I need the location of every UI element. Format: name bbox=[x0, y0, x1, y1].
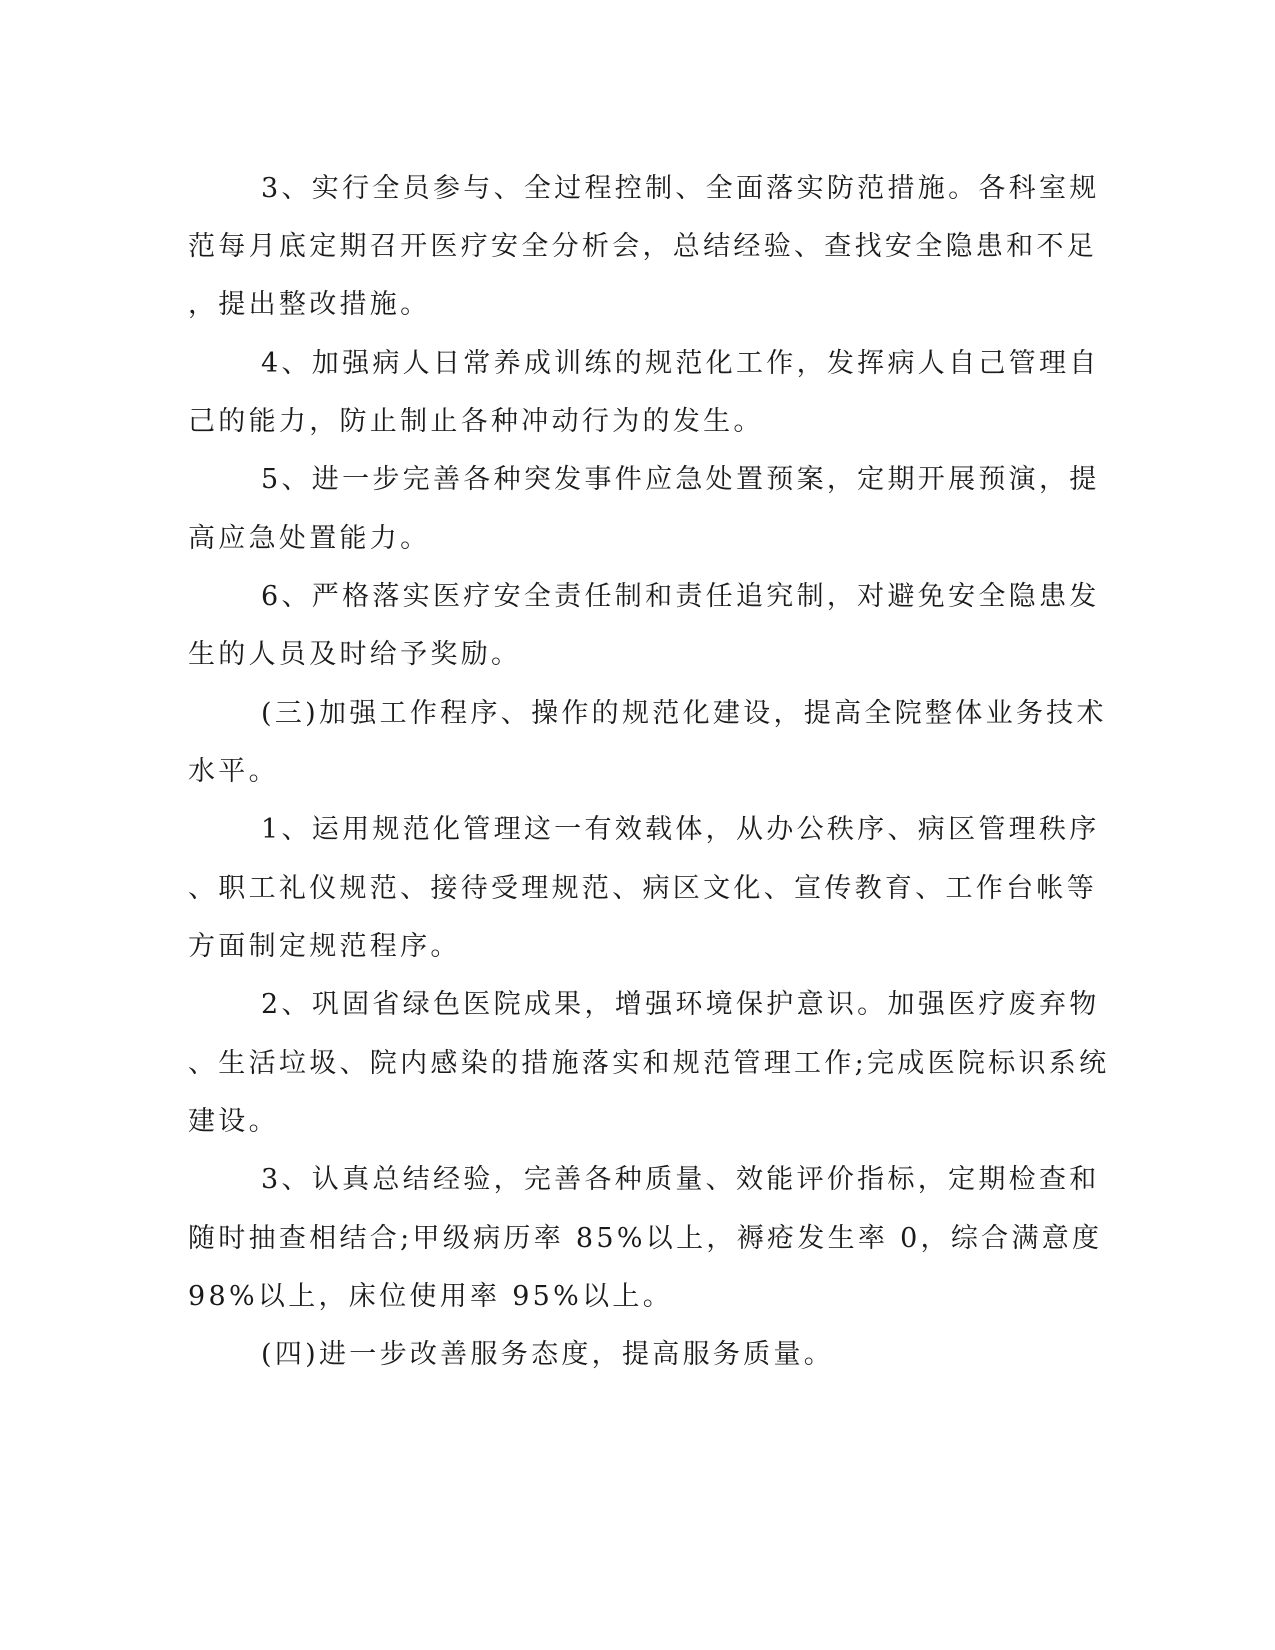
section-heading-cont: 水平。 bbox=[188, 756, 279, 787]
text-line: 3、实行全员参与、全过程控制、全面落实防范措施。各科室规 bbox=[261, 173, 1100, 204]
text-line: 建设。 bbox=[188, 1106, 279, 1137]
text-line: 2、巩固省绿色医院成果，增强环境保护意识。加强医疗废弃物 bbox=[261, 989, 1100, 1020]
text-line: 己的能力，防止制止各种冲动行为的发生。 bbox=[188, 406, 764, 437]
text-line: 生的人员及时给予奖励。 bbox=[188, 639, 522, 670]
text-line: 1、运用规范化管理这一有效载体，从办公秩序、病区管理秩序 bbox=[261, 814, 1100, 845]
text-line: 高应急处置能力。 bbox=[188, 523, 431, 554]
text-line: 98%以上，床位使用率 95%以上。 bbox=[188, 1281, 674, 1312]
text-line: 随时抽查相结合;甲级病历率 85%以上，褥疮发生率 0，综合满意度 bbox=[188, 1223, 1103, 1254]
text-line: ，提出整改措施。 bbox=[188, 289, 431, 320]
section-heading: (四)进一步改善服务态度，提高服务质量。 bbox=[261, 1339, 835, 1370]
text-line: 6、严格落实医疗安全责任制和责任追究制，对避免安全隐患发 bbox=[261, 581, 1100, 612]
text-line: 4、加强病人日常养成训练的规范化工作，发挥病人自己管理自 bbox=[261, 348, 1100, 379]
text-line: 范每月底定期召开医疗安全分析会，总结经验、查找安全隐患和不足 bbox=[188, 231, 1097, 262]
text-line: 5、进一步完善各种突发事件应急处置预案，定期开展预演，提 bbox=[261, 464, 1100, 495]
text-line: 方面制定规范程序。 bbox=[188, 931, 461, 962]
section-heading: (三)加强工作程序、操作的规范化建设，提高全院整体业务技术 bbox=[261, 698, 1107, 729]
text-line: 3、认真总结经验，完善各种质量、效能评价指标，定期检查和 bbox=[261, 1164, 1100, 1195]
text-line: 、职工礼仪规范、接待受理规范、病区文化、宣传教育、工作台帐等 bbox=[188, 873, 1097, 904]
text-line: 、生活垃圾、院内感染的措施落实和规范管理工作;完成医院标识系统 bbox=[188, 1048, 1110, 1079]
